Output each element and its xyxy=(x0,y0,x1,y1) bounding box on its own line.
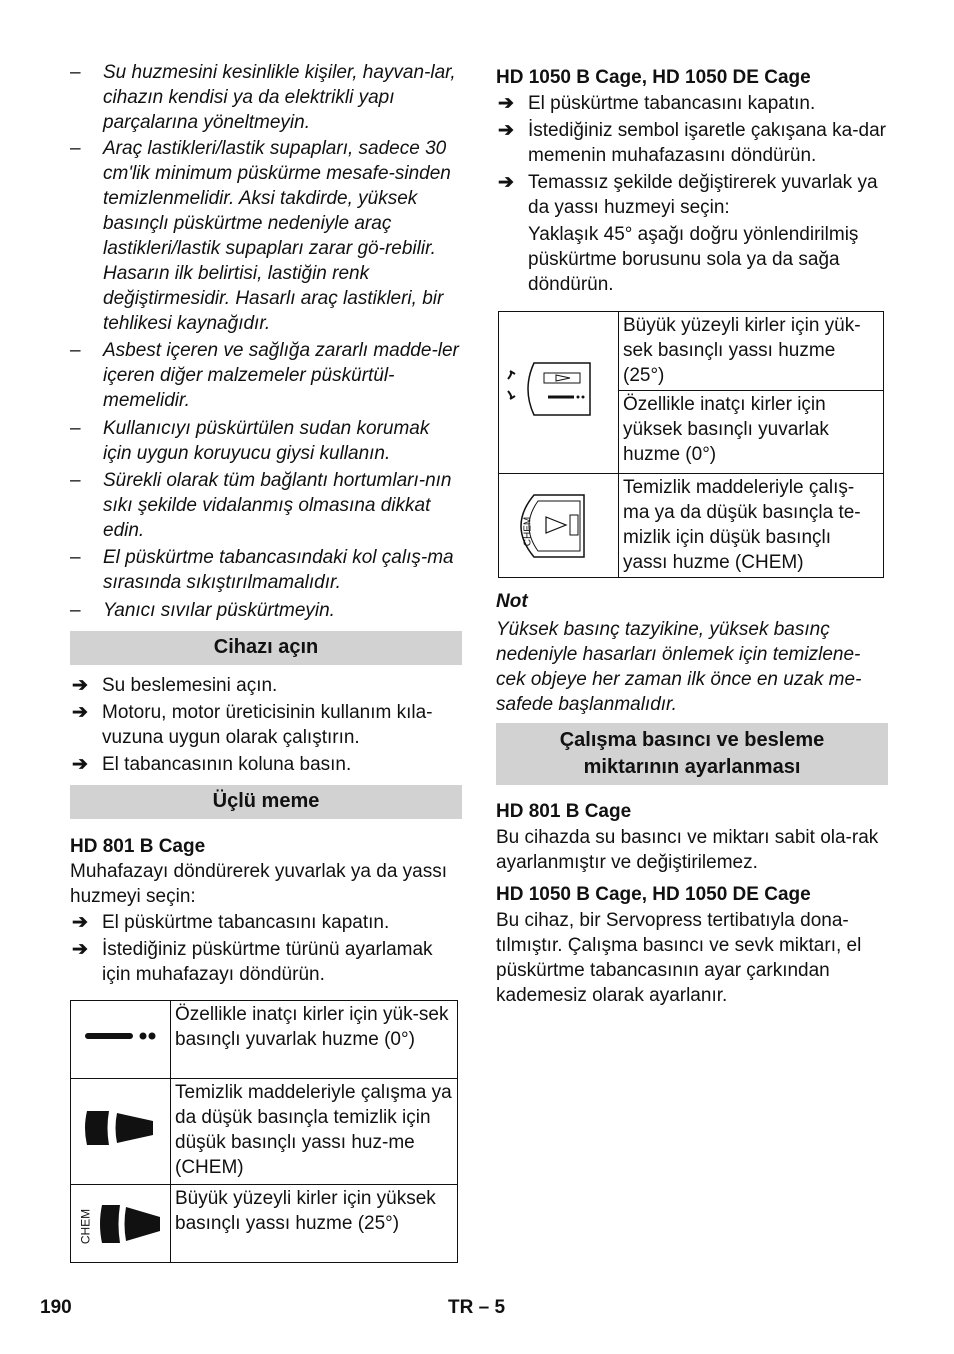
warning-item: – Kullanıcıyı püskürtülen sudan korumak için uygun koruyucu giysi kullanın. xyxy=(70,418,430,464)
model-heading: HD 1050 B Cage, HD 1050 DE Cage xyxy=(496,67,811,88)
step-item: ➔ Motoru, motor üreticisinin kullanım kıla-vuzuna uygun olarak çalıştırın. xyxy=(72,702,433,748)
arrow-right-icon: ➔ xyxy=(72,754,88,775)
warning-item: – Yanıcı sıvılar püskürtmeyin. xyxy=(70,600,335,621)
section-heading-pressure: Çalışma basıncı ve besleme miktarının ayarlanması xyxy=(496,723,888,785)
table-row xyxy=(71,1079,458,1185)
nozzle-intro: Muhafazayı döndürerek yuvarlak ya da yassı huzmeyi seçin: xyxy=(70,861,448,907)
nozzle-table-1050 xyxy=(498,311,884,578)
model-heading: HD 801 B Cage xyxy=(496,801,632,822)
table-row xyxy=(499,312,884,391)
table-row xyxy=(71,1185,458,1263)
arrow-right-icon: ➔ xyxy=(498,172,514,193)
round-jet-icon xyxy=(71,1001,171,1079)
chem-icon-label: CHEM xyxy=(522,516,533,546)
arrow-right-icon: ➔ xyxy=(72,702,88,723)
warning-item: – Sürekli olarak tüm bağlantı hortumları-nın sıkı şekilde vidalanmış olmasına dikkat edin. xyxy=(70,470,452,541)
table-cell-text: Büyük yüzeyli kirler için yük-sek basınçlı yassı huzme (25°) xyxy=(619,312,884,391)
pressure-text-801: Bu cihazda su basıncı ve miktarı sabit ola-rak ayarlanmıştır ve değiştirilemez. xyxy=(496,827,879,873)
warning-item: – Asbest içeren ve sağlığa zararlı madde-ler içeren diğer malzemeler püskürtül-memelidir. xyxy=(70,340,459,411)
table-row xyxy=(71,1001,458,1079)
step-item: ➔ İstediğiniz püskürtme türünü ayarlamak için muhafazayı döndürün. xyxy=(72,939,433,985)
nozzle-table-801 xyxy=(70,1000,458,1263)
step-item: ➔ El püskürtme tabancasını kapatın. xyxy=(498,93,816,114)
step-item: ➔ Temassız şekilde değiştirerek yuvarlak ya da yassı huzmeyi seçin: xyxy=(498,172,878,218)
note-text: Yüksek basınç tazyikine, yüksek basınç nedeniyle hasarları önlemek için temizlene-cek objeye her zaman ilk önce en uzak me-safede başlanmalıdır. xyxy=(496,619,862,715)
chem-icon-label: CHEM xyxy=(78,1208,92,1244)
step-extra-text: Yaklaşık 45° aşağı doğru yönlendirilmiş püskürtme borusunu sola ya da sağa döndürün. xyxy=(528,224,859,295)
note-title: Not xyxy=(496,591,528,612)
table-cell-text: Büyük yüzeyli kirler için yüksek basınçlı yassı huzme (25°) xyxy=(171,1185,458,1263)
table-cell-text: Temizlik maddeleriyle çalış-ma ya da düşük basınçla te-mizlik için düşük basınçlı yassı huzme (CHEM) xyxy=(619,474,884,578)
step-item: ➔ El tabancasının koluna basın. xyxy=(72,754,352,775)
model-heading: HD 801 B Cage xyxy=(70,836,206,857)
chem-flat-jet-icon xyxy=(71,1185,171,1263)
step-item: ➔ Su beslemesini açın. xyxy=(72,675,278,696)
rotary-nozzle-housing-icon xyxy=(499,312,619,474)
language-page-label: TR – 5 xyxy=(448,1297,506,1318)
warning-item: – Araç lastikleri/lastik supapları, sadece 30 cm'lik minimum püskürme mesafe-sinden temizlenmelidir. Aksi takdirde, yüksek basınçlı püskürtme nedeniyle araç lastikleri/lastik supapları zarar gö-rebilir. Hasarın ilk belirtisi, lastiğin renk değiştirmesidir. Hasarlı araç lastikleri, bir tehlikesi kaynağıdır. xyxy=(70,138,451,334)
table-cell-text: Özellikle inatçı kirler için yüksek basınçlı yuvarlak huzme (0°) xyxy=(619,391,884,474)
table-cell-text: Temizlik maddeleriyle çalışma ya da düşük basınçla temizlik için düşük basınçlı yassı huz-me (CHEM) xyxy=(171,1079,458,1185)
arrow-right-icon: ➔ xyxy=(72,675,88,696)
chem-nozzle-housing-icon xyxy=(499,474,619,578)
model-heading: HD 1050 B Cage, HD 1050 DE Cage xyxy=(496,884,811,905)
step-item: ➔ El püskürtme tabancasını kapatın. xyxy=(72,912,390,933)
table-cell-text: Özellikle inatçı kirler için yük-sek basınçlı yuvarlak huzme (0°) xyxy=(171,1001,458,1079)
page-number: 190 xyxy=(40,1297,72,1318)
warning-item: – El püskürtme tabancasındaki kol çalış-ma sırasında sıkıştırılmamalıdır. xyxy=(70,547,454,593)
warning-item: – Su huzmesini kesinlikle kişiler, hayvan-lar, cihazın kendisi ya da elektrikli yapı parçalarına yöneltmeyin. xyxy=(70,62,456,133)
low-pressure-flat-jet-icon xyxy=(71,1079,171,1185)
table-row xyxy=(499,474,884,578)
arrow-right-icon: ➔ xyxy=(72,912,88,933)
section-heading-triple-nozzle: Üçlü meme xyxy=(70,785,462,819)
arrow-right-icon: ➔ xyxy=(72,939,88,960)
arrow-right-icon: ➔ xyxy=(498,93,514,114)
arrow-right-icon: ➔ xyxy=(498,120,514,141)
pressure-text-1050: Bu cihaz, bir Servopress tertibatıyla dona-tılmıştır. Çalışma basıncı ve sevk miktarı, el püskürtme tabancasının ayar çarkından kademesiz olarak ayarlanır. xyxy=(496,910,862,1006)
step-item: ➔ İstediğiniz sembol işaretle çakışana ka-dar memenin muhafazasını döndürün. xyxy=(498,120,887,166)
section-heading-device-on: Cihazı açın xyxy=(70,631,462,665)
